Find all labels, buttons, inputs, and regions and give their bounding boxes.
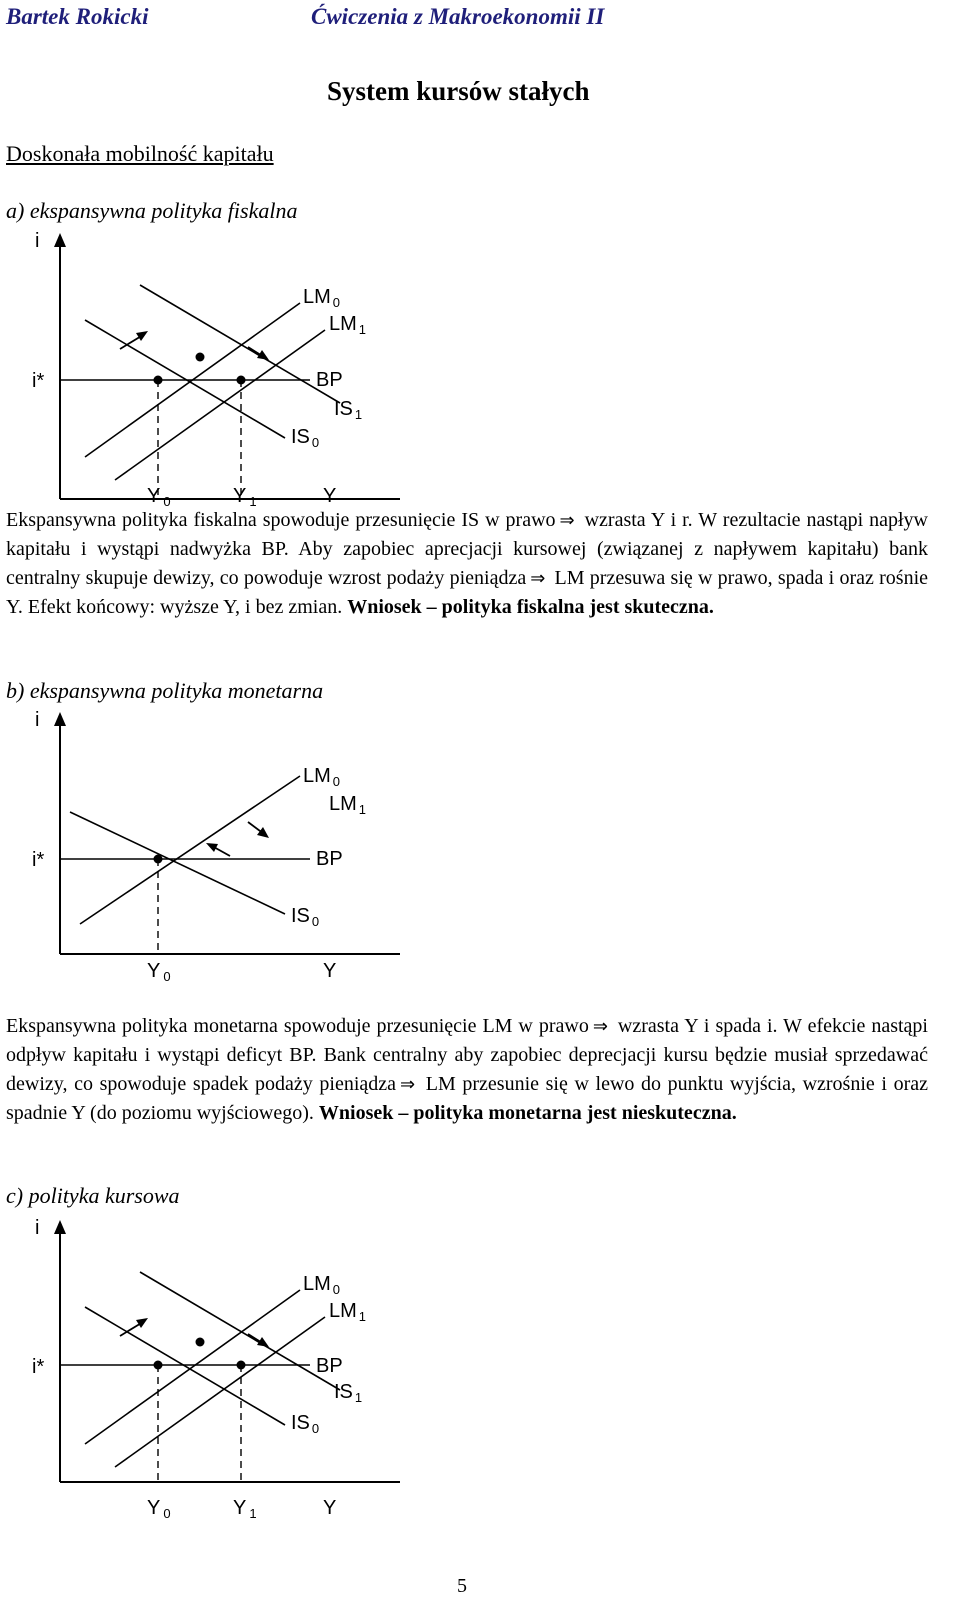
svg-text:LM0: LM $_0$ (303, 286, 341, 310)
label-istar: i* (32, 849, 45, 871)
axis-label-i: i (35, 230, 40, 252)
svg-text:Y0: Y $_0$ (147, 485, 171, 509)
label-lm1: LM (329, 1300, 357, 1322)
header-course: Ćwiczenia z Makroekonomii II (311, 4, 605, 29)
svg-text:IS0: IS $_0$ (291, 905, 320, 929)
part-c-heading: c) polityka kursowa (6, 1183, 180, 1208)
part-a-heading: a) ekspansywna polityka fiskalna (6, 198, 298, 223)
implies-icon: ⇒ (530, 567, 546, 589)
svg-text:IS0: IS $_0$ (291, 426, 320, 450)
diagram-a (0, 225, 420, 515)
page-title: System kursów stałych (327, 76, 590, 106)
svg-text:Y1: Y $_1$ (233, 485, 257, 509)
axis-label-i: i (35, 709, 40, 731)
svg-text:IS1: IS $_1$ (334, 1381, 363, 1405)
svg-text:Y0: Y $_0$ (147, 1497, 171, 1521)
label-istar: i* (32, 1356, 45, 1378)
part-a-conclusion: Wniosek – polityka fiskalna jest skuteczna. (347, 596, 714, 619)
axis-label-i: i (35, 1217, 40, 1239)
part-b-paragraph: Ekspansywna polityka monetarna spowoduje przesunięcie LM w prawo ⇒ wzrasta Y i spada i. W efekcie nastąpi odpływ kapitału i wystąpi deficyt BP. Bank centralny aby zapobiec deprecjacji kursu będzie musiał sprzedawać dewizy, co spowoduje spadek podaży pieniądza ⇒ LM przesunie się w lewo do punktu wyjścia, wzrośnie i oraz spadnie Y (do poziomu wyjściowego). Wniosek – polityka monetarna jest nieskuteczna. (6, 1015, 928, 1125)
axis-label-y: Y (323, 960, 337, 982)
part-a-paragraph: Ekspansywna polityka fiskalna spowoduje przesunięcie IS w prawo ⇒ wzrasta Y i r. W rezultacie nastąpi napływ kapitału i wystąpi nadwyżka BP. Aby zapobiec aprecjacji kursowej (związanej z napływem kapitału) bank centralny skupuje dewizy, co powoduje wzrost podaży pieniądza ⇒ LM przesuwa się w prawo, spada i oraz rośnie Y. Efekt końcowy: wyższe Y, i bez zmian. Wniosek – polityka fiskalna jest skuteczna. (6, 509, 929, 619)
svg-text:LM0: LM $_0$ (303, 1273, 341, 1297)
svg-text:LM1: LM $_1$ (329, 1300, 367, 1324)
section-heading: Doskonała mobilność kapitału (6, 141, 274, 166)
label-bp: BP (316, 848, 343, 870)
label-lm1: LM (329, 793, 357, 815)
label-y1: Y (233, 1497, 247, 1519)
svg-text:LM1: LM $_1$ (329, 793, 367, 817)
label-is1: IS (334, 1381, 353, 1403)
implies-icon: ⇒ (592, 1016, 608, 1037)
part-b-conclusion: Wniosek – polityka monetarna jest nieskuteczna. (318, 1102, 737, 1125)
label-lm0: LM (303, 1273, 331, 1295)
svg-text:Y0: Y $_0$ (147, 960, 171, 984)
diagram-c (0, 1212, 420, 1522)
implies-icon: ⇒ (400, 1073, 416, 1095)
svg-text:Y1: Y $_1$ (233, 1497, 257, 1521)
diagram-b (0, 704, 420, 994)
label-lm0: LM (303, 765, 331, 787)
label-is0: IS (291, 1412, 310, 1434)
svg-text:LM1: LM $_1$ (329, 313, 367, 337)
svg-text:IS1: IS $_1$ (334, 398, 363, 422)
label-is1: IS (334, 398, 353, 420)
label-y0: Y (147, 1497, 161, 1519)
label-bp: BP (316, 369, 343, 391)
label-y1: Y (233, 485, 247, 507)
label-lm1: LM (329, 313, 357, 335)
axis-label-y: Y (323, 1497, 337, 1519)
label-istar: i* (32, 370, 45, 392)
label-is0: IS (291, 426, 310, 448)
page-number: 5 (457, 1575, 467, 1597)
svg-text:IS0: IS $_0$ (291, 1412, 320, 1436)
svg-text:LM0: LM $_0$ (303, 765, 341, 789)
label-lm0: LM (303, 286, 331, 308)
label-y0: Y (147, 960, 161, 982)
label-bp: BP (316, 1355, 343, 1377)
header-author: Bartek Rokicki (6, 4, 149, 29)
axis-label-y: Y (323, 485, 337, 507)
label-is0: IS (291, 905, 310, 927)
implies-icon: ⇒ (559, 510, 575, 531)
label-y0: Y (147, 485, 161, 507)
part-b-heading: b) ekspansywna polityka monetarna (6, 678, 324, 703)
